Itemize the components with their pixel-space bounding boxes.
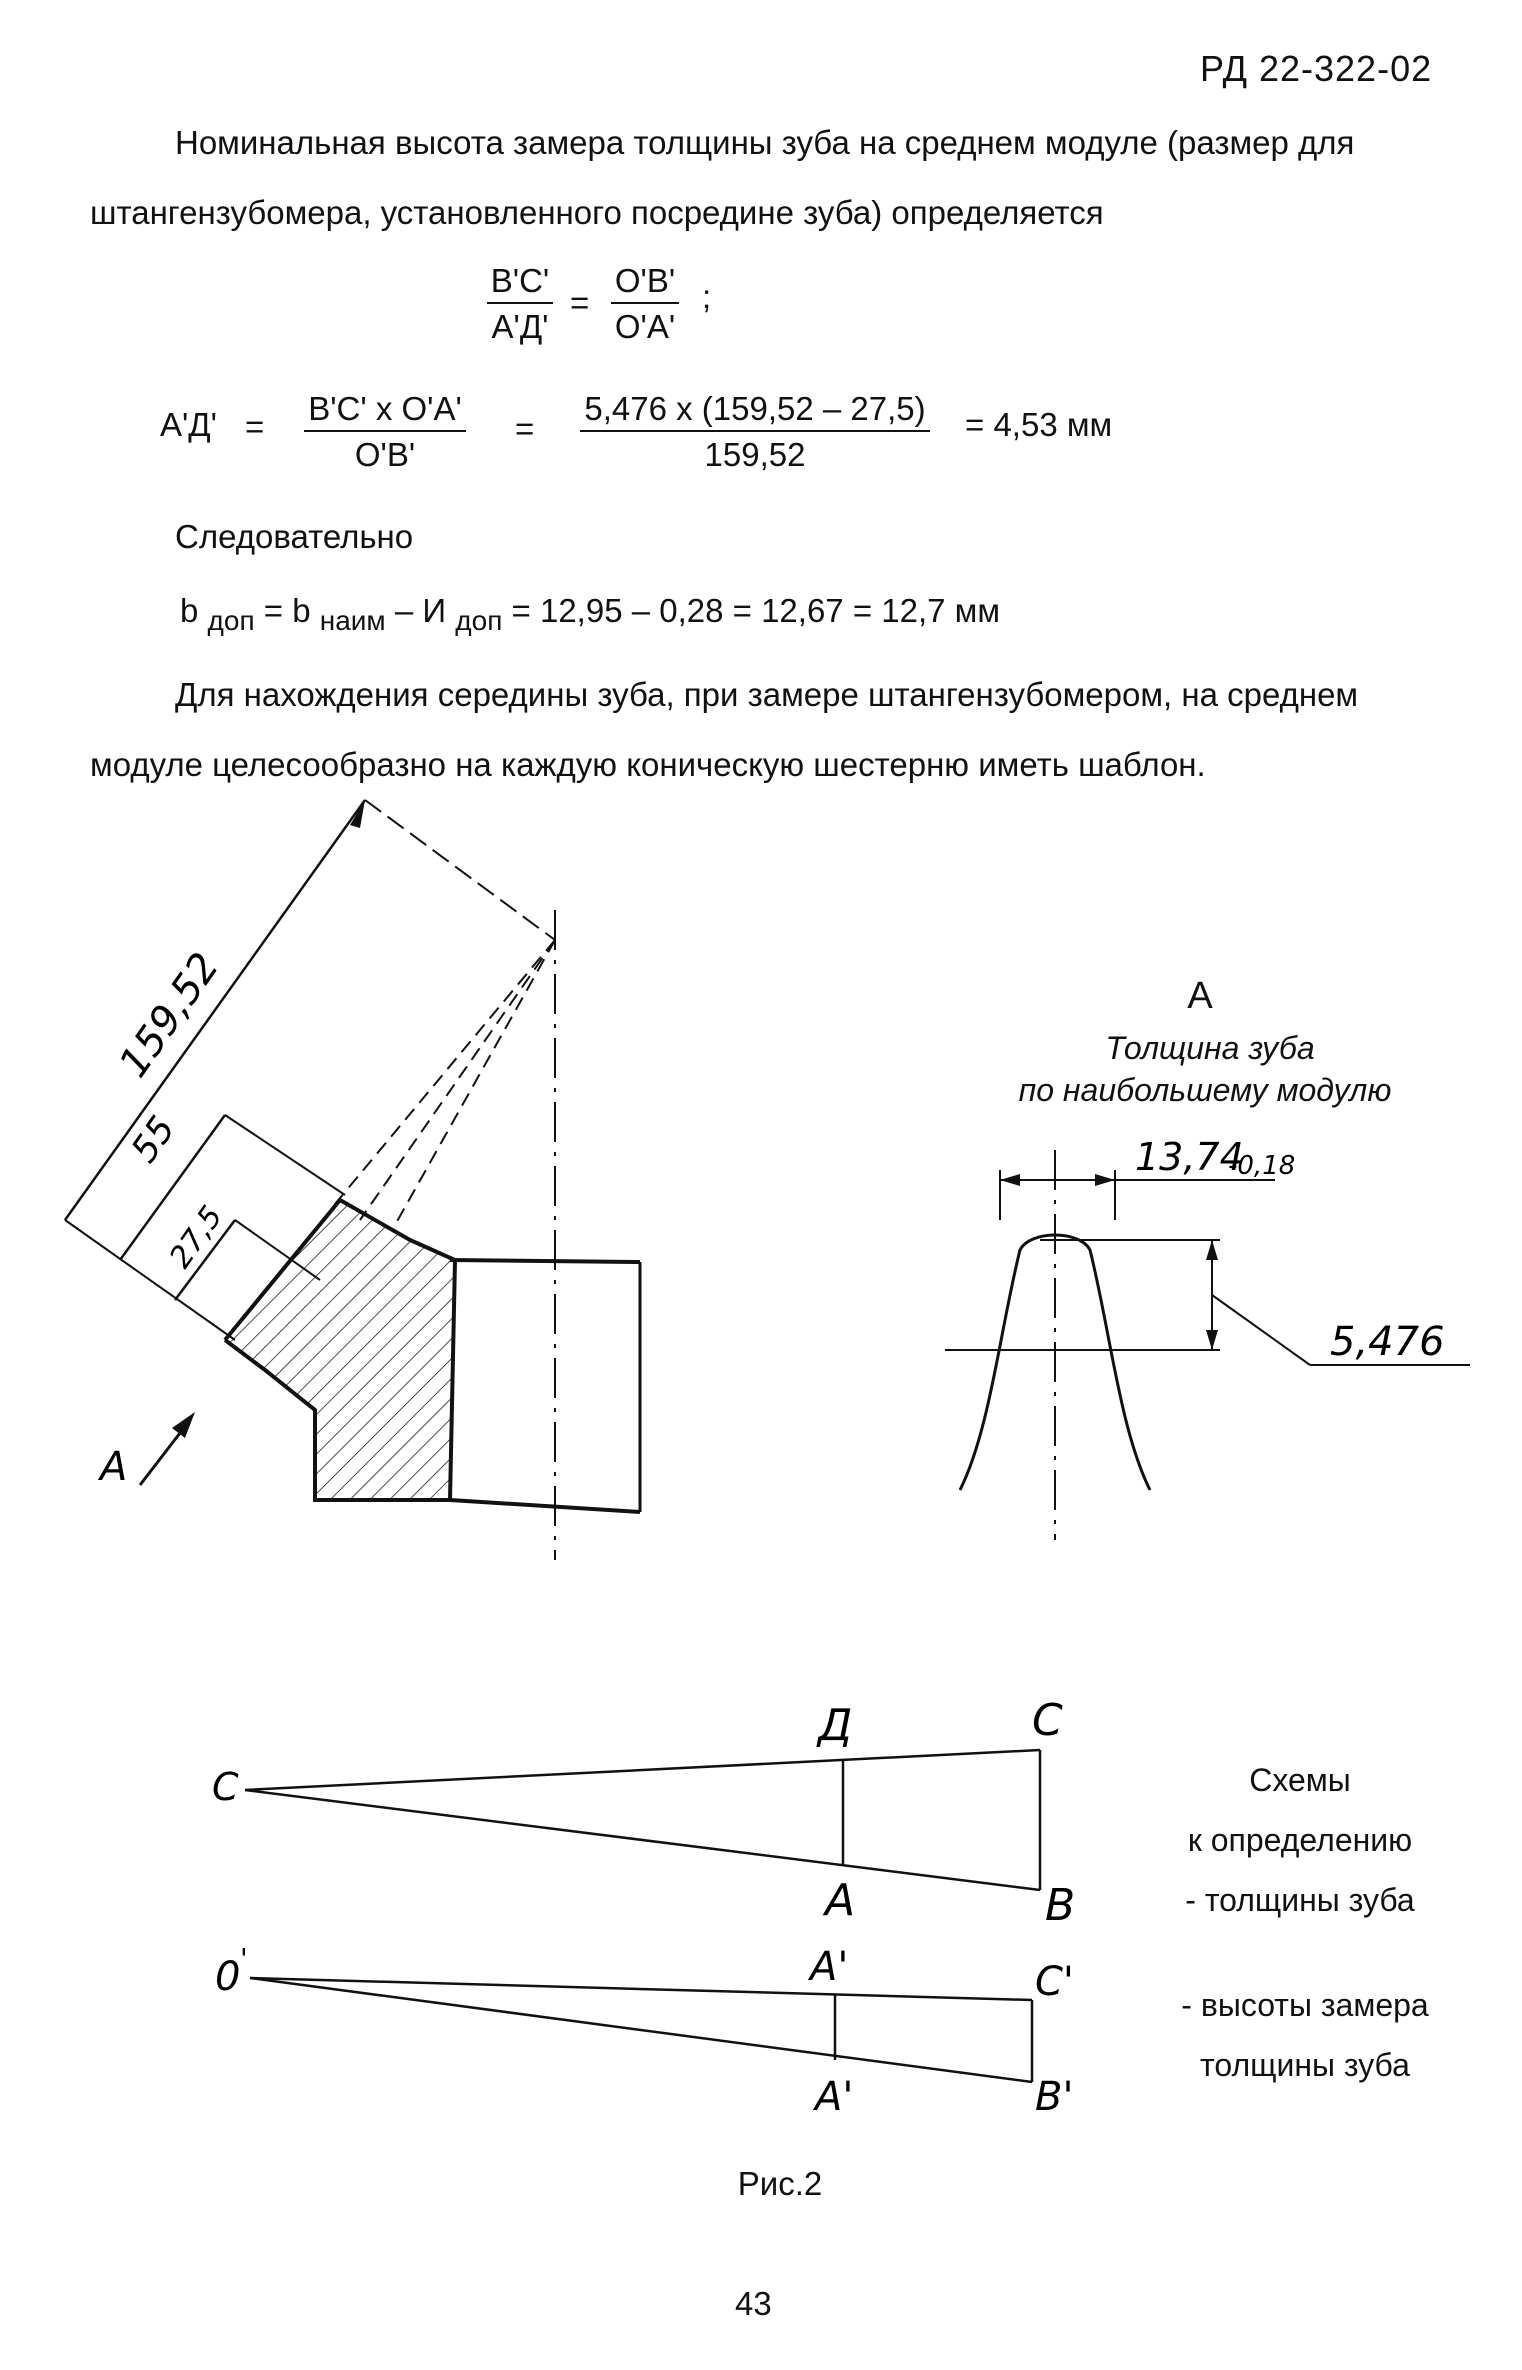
- height-arrow-bottom: [1206, 1330, 1218, 1350]
- paragraph-template: Для нахождения середины зуба, при замере штангензубомером, на среднем модуле целесообразно на каждую коническую шестерню иметь шаблон.: [90, 676, 1359, 783]
- scheme2-d-label: А': [810, 1944, 849, 1990]
- formula-ad-frac2-den: 159,52: [704, 436, 806, 473]
- view-arrow-head: [172, 1412, 195, 1438]
- formula-ad-lhs: А'Д': [160, 406, 217, 443]
- scheme1-top-line: [245, 1750, 1040, 1790]
- dim-line-long: [65, 800, 365, 1220]
- gear-section-drawing: [0, 780, 760, 1580]
- formula-ratio-left-num: В'С': [487, 262, 553, 304]
- formula-ratio-right-num: О'В': [611, 262, 679, 304]
- cone-line-2: [360, 940, 555, 1220]
- view-a-subtitle-1: Толщина зуба: [1105, 1030, 1315, 1066]
- formula-ad-frac2-num: 5,476 х (159,52 – 27,5): [580, 390, 929, 432]
- formula-b-dop-sub: доп: [207, 605, 255, 636]
- formula-b-naim-sub: наим: [319, 605, 386, 636]
- view-arrow-label: А: [100, 1444, 128, 1490]
- apex-extension-line: [365, 800, 555, 940]
- cone-line-1: [330, 940, 555, 1210]
- formula-b-dop-eq1: = b: [263, 592, 311, 629]
- figure-caption: Рис.2: [737, 2165, 823, 2202]
- scheme2-c-label: С': [1035, 1959, 1074, 2005]
- formula-ad-eq1: =: [245, 408, 265, 445]
- page-number: 43: [735, 2285, 772, 2322]
- document-code: РД 22-322-02: [1200, 48, 1433, 89]
- label-therefore: Следовательно: [175, 518, 414, 555]
- schemes-caption-line2: к определению: [1187, 1822, 1413, 1858]
- schemes-caption-line3: - толщины зуба: [1185, 1882, 1415, 1918]
- formula-b-dop-minus: – И: [394, 592, 447, 629]
- formula-b-dop: [180, 592, 1001, 636]
- view-a-subtitle-2: по наибольшему модулю: [1018, 1072, 1392, 1108]
- scheme1-d-label: Д: [818, 1700, 853, 1751]
- schemes-caption-line5: толщины зуба: [1200, 2047, 1410, 2083]
- hub-top: [450, 1260, 640, 1262]
- tooth-profile-drawing: [930, 1130, 1490, 1550]
- cone-line-3: [395, 940, 555, 1225]
- scheme1-bottom-line: [245, 1790, 1040, 1890]
- scheme2-b-label: В': [1035, 2074, 1074, 2120]
- scheme1-o-label: С: [212, 1765, 239, 1809]
- height-dim-label: 5,476: [1330, 1319, 1445, 1365]
- dim-arrow-long: [350, 800, 365, 828]
- dim-label-long: 159,52: [110, 944, 229, 1086]
- scheme2-top-line: [250, 1978, 1032, 2000]
- dim-label-short: 27,5: [162, 1199, 230, 1275]
- scheme2-o-mark: ': [240, 1942, 248, 1975]
- formula-ad: [160, 390, 1160, 480]
- scheme1-a-label: А: [825, 1875, 856, 1926]
- height-leader: [1212, 1295, 1310, 1365]
- dim-ext-mid: [225, 1115, 345, 1195]
- schemes-caption: [1150, 1750, 1450, 1930]
- width-arrow-right: [1095, 1174, 1115, 1186]
- hub-bottom: [450, 1500, 640, 1512]
- width-arrow-left: [1000, 1174, 1020, 1186]
- schemes-drawing: [200, 1690, 1100, 2160]
- scheme2-bottom-line: [250, 1978, 1032, 2082]
- formula-ad-frac1-den: О'В': [354, 436, 416, 473]
- formula-ratio-end: ;: [702, 278, 712, 315]
- formula-b-dop-b: b: [180, 592, 199, 629]
- dim-label-mid: 55: [123, 1109, 184, 1171]
- formula-ratio: [480, 262, 740, 352]
- height-arrow-top: [1206, 1240, 1218, 1260]
- formula-i-dop-sub: доп: [455, 605, 503, 636]
- scheme1-b-label: В: [1045, 1880, 1076, 1931]
- formula-ratio-eq: =: [570, 284, 590, 321]
- schemes-caption-b: [1150, 1975, 1460, 2095]
- schemes-caption-line4: - высоты замера: [1181, 1987, 1429, 2023]
- formula-ad-result: = 4,53 мм: [965, 406, 1113, 443]
- formula-b-dop-rest: = 12,95 – 0,28 = 12,67 = 12,7 мм: [511, 592, 1001, 629]
- scheme2-a-label: А': [815, 2074, 854, 2120]
- formula-ratio-left-den: А'Д': [491, 308, 549, 345]
- width-dim-label: 13,74: [1135, 1135, 1244, 1179]
- formula-ad-frac1-num: В'С' х О'А': [304, 390, 466, 432]
- formula-ratio-right-den: О'А': [614, 308, 676, 345]
- scheme1-c-label: С: [1032, 1695, 1063, 1746]
- view-a-label: А: [1187, 975, 1213, 1017]
- width-dim-tolerance: -0,18: [1228, 1151, 1296, 1181]
- paragraph-intro: Номинальная высота замера толщины зуба на среднем модуле (размер для штангензубомера, установленного посредине зуба) определяется: [90, 124, 1355, 231]
- formula-ad-eq2: =: [515, 410, 535, 447]
- schemes-caption-line1: Схемы: [1249, 1762, 1351, 1798]
- scheme2-o-label: 0: [215, 1954, 241, 2000]
